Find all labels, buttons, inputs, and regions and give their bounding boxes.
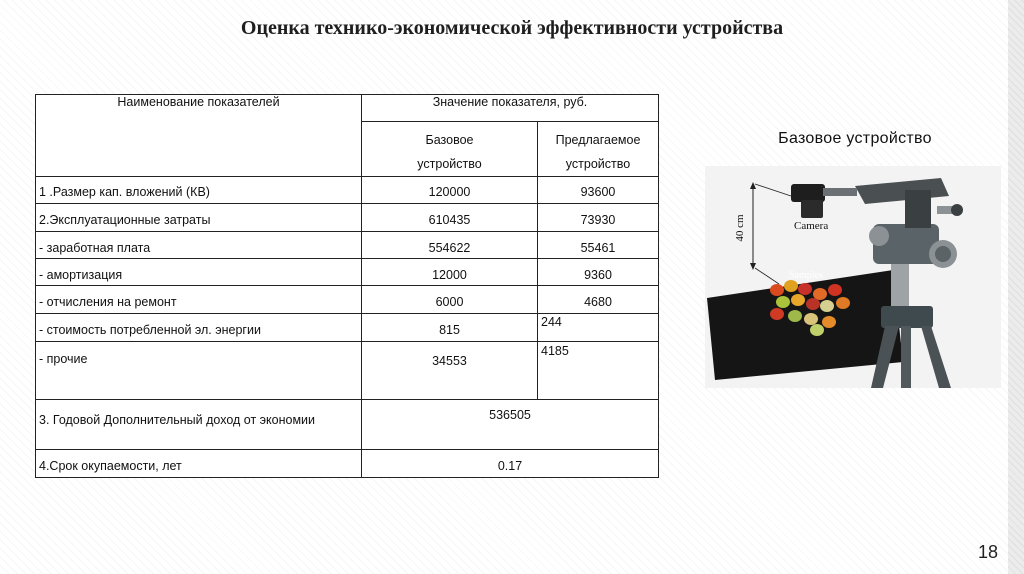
row-proposed-value: 4185 [538,342,659,400]
efficiency-table [35,94,659,478]
row-label: - стоимость потребленной эл. энергии [36,314,362,342]
table-row [36,450,659,478]
row-label: - амортизация [36,259,362,286]
table-row [36,314,659,342]
header-base-line2: устройство [417,157,482,171]
row-proposed-value: 73930 [538,204,659,232]
table-row [36,177,659,204]
row-label: 2.Эксплуатационные затраты [36,204,362,232]
page-number: 18 [978,542,999,562]
samples-label: Samples [789,270,823,281]
table-row [36,204,659,232]
row-base-value: 6000 [362,286,538,314]
row-label: - заработная плата [36,232,362,259]
row-proposed-value: 9360 [538,259,659,286]
row-label: 1 .Размер кап. вложений (КВ) [36,177,362,204]
payback-row-value: 0.17 [362,450,659,478]
row-base-value: 120000 [362,177,538,204]
header-base-device [362,122,538,177]
slide-title: Оценка технико-экономической эффективности устройства [240,17,784,39]
camera-label: Camera [794,220,829,232]
income-row-value: 536505 [362,400,659,450]
table-row [36,400,659,450]
row-base-value: 610435 [362,204,538,232]
table-row [36,232,659,259]
header-indicator-name: Наименование показателей [36,95,362,177]
row-base-value: 815 [362,314,538,342]
payback-row-label: 4.Срок окупаемости, лет [36,450,362,478]
row-proposed-value: 55461 [538,232,659,259]
header-proposed-device [538,122,659,177]
header-proposed-line2: устройство [565,157,631,171]
table-row [36,286,659,314]
header-value: Значение показателя, руб. [362,95,659,122]
row-base-value: 34553 [362,342,538,400]
table-row [36,259,659,286]
device-illustration [705,166,1001,388]
slide-edge-decoration [1008,0,1024,574]
income-row-label: 3. Годовой Дополнительный доход от экономии [36,400,362,450]
base-device-photo [705,166,1001,388]
header-proposed-line1: Предлагаемое [555,133,641,147]
figure-caption: Базовое устройство [778,130,932,147]
row-proposed-value: 244 [538,314,659,342]
header-base-line1: Базовое [425,133,474,147]
row-label: - прочие [36,342,362,400]
row-label: - отчисления на ремонт [36,286,362,314]
distance-label: 40 cm [734,214,746,242]
row-base-value: 554622 [362,232,538,259]
table-row [36,342,659,400]
row-base-value: 12000 [362,259,538,286]
row-proposed-value: 93600 [538,177,659,204]
row-proposed-value: 4680 [538,286,659,314]
